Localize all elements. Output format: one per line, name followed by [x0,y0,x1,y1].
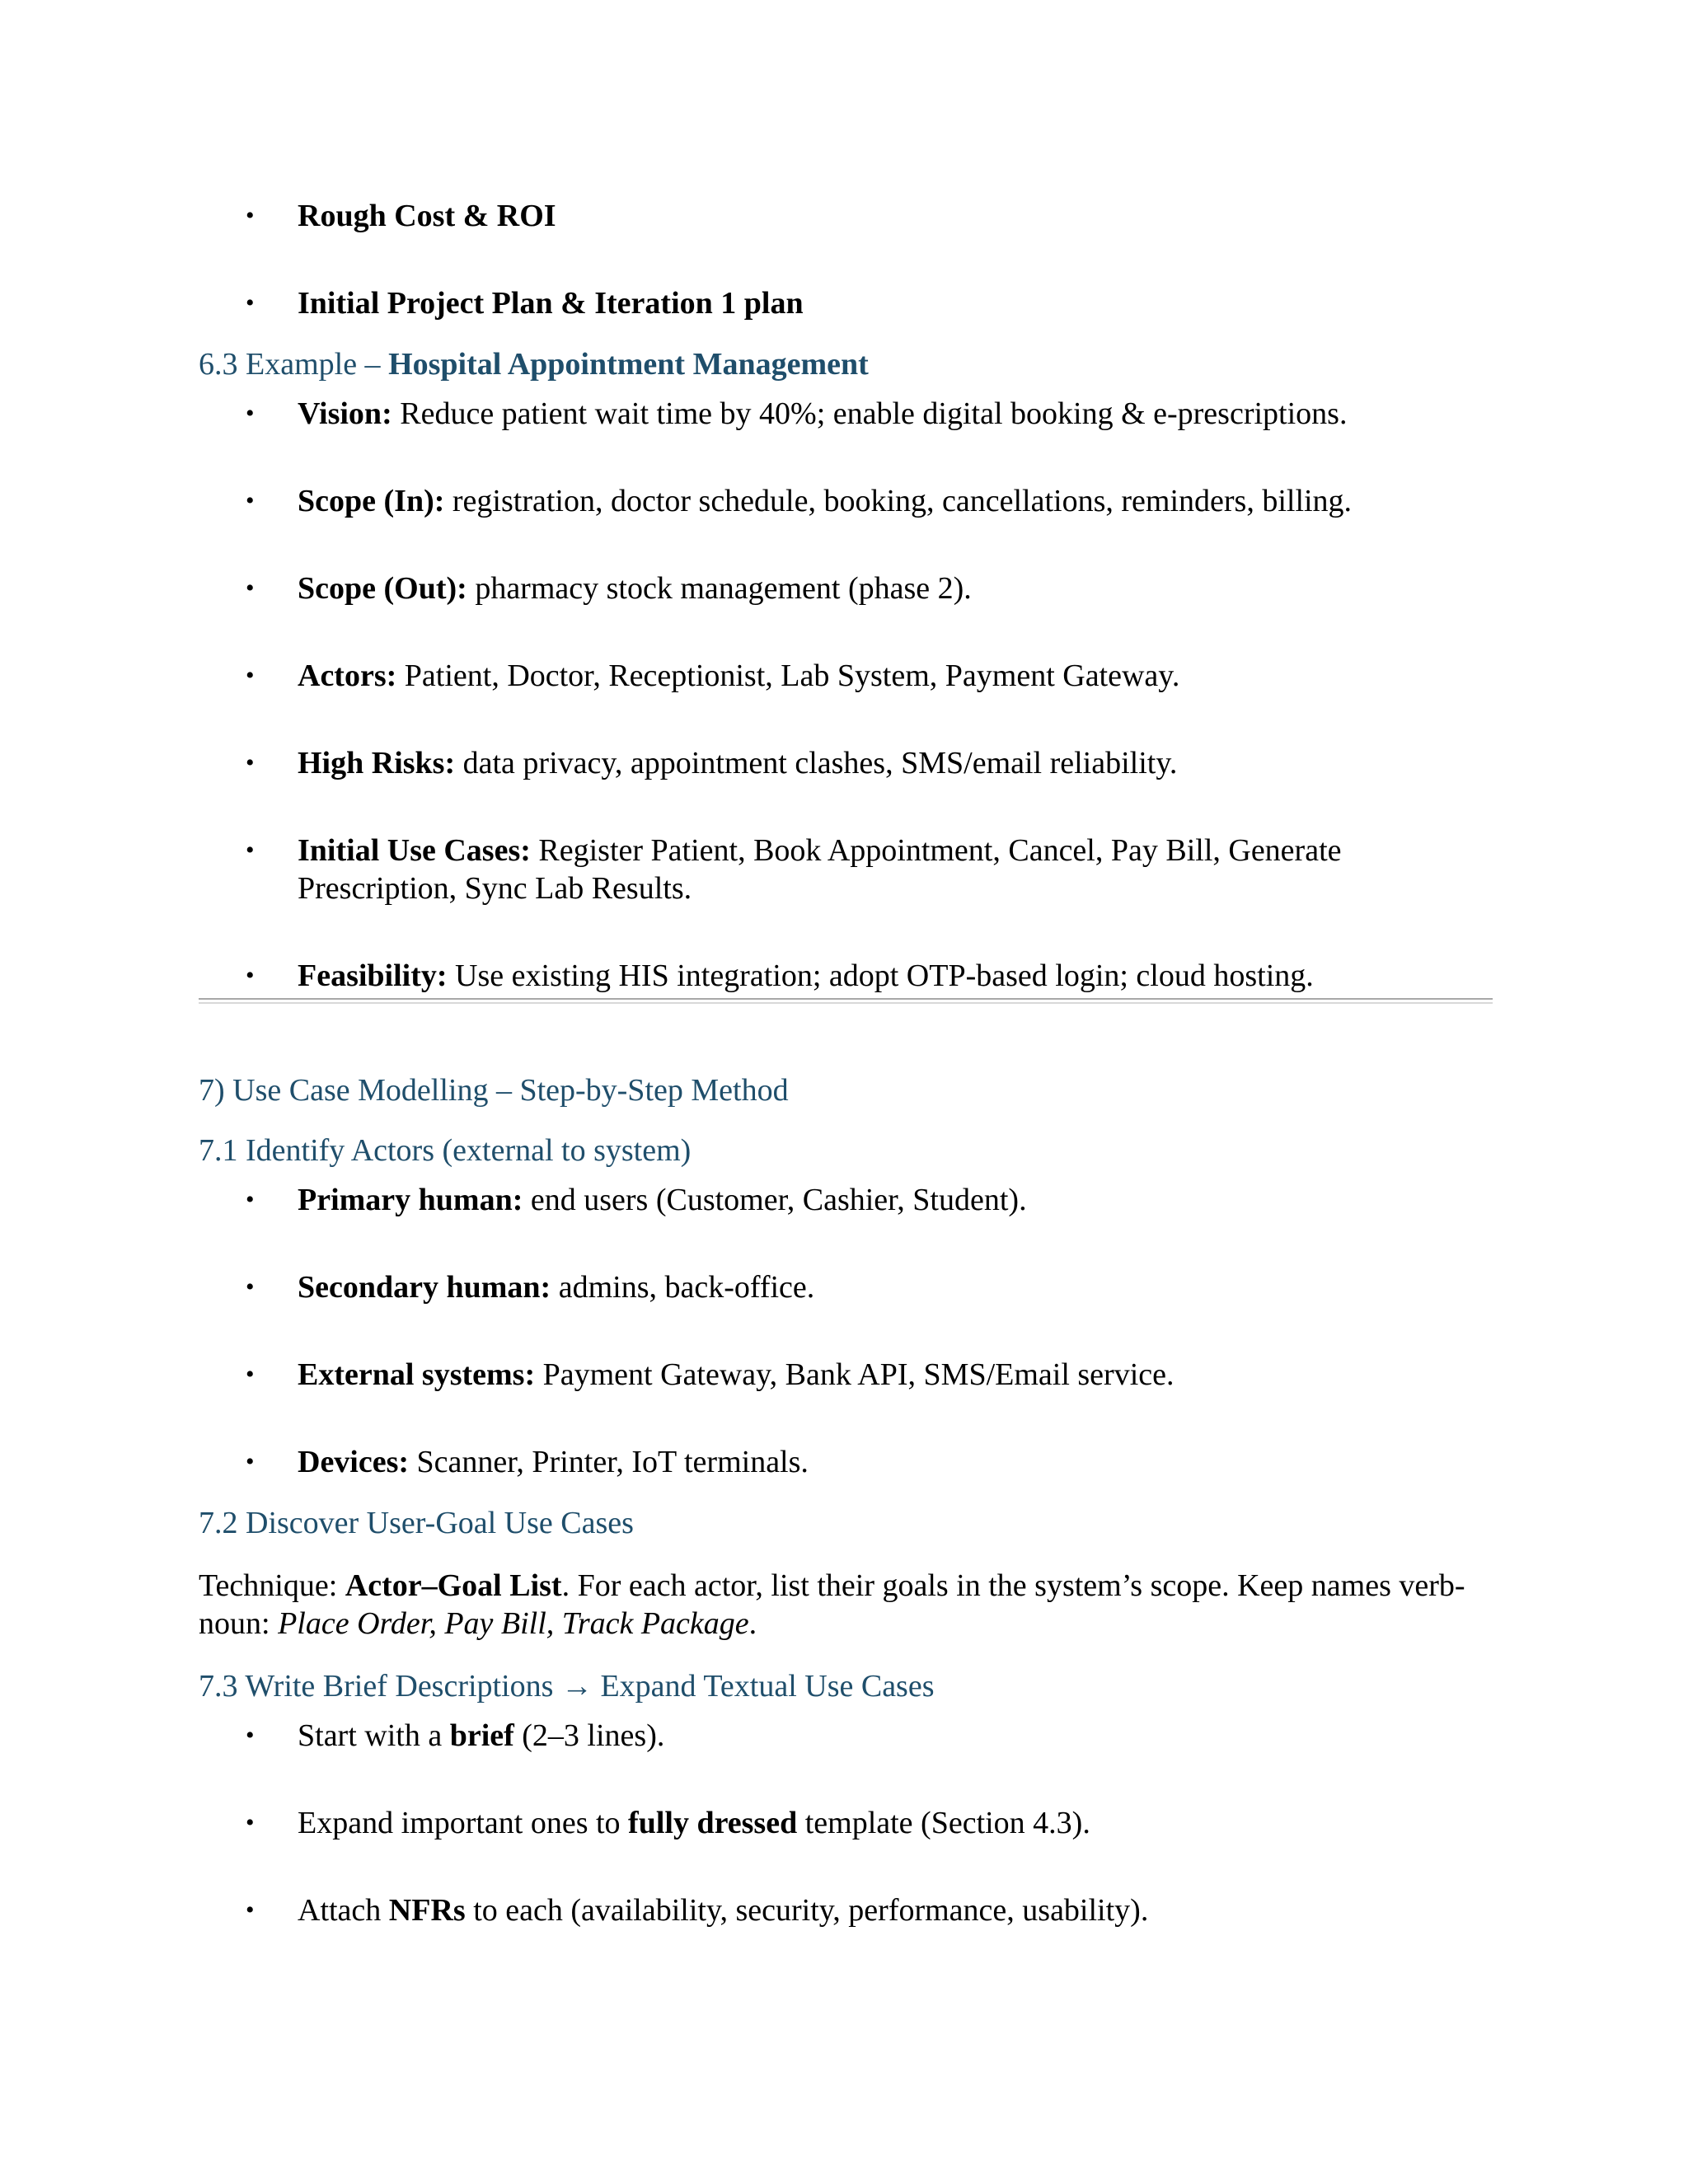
bullet-icon: • [246,1722,255,1749]
item-text: registration, doctor schedule, booking, cancellations, reminders, billing. [444,484,1353,518]
para-text: . For each actor, list their goals in the system’s scope. Keep names verb-noun: [199,1568,1465,1641]
item-label: High Risks: [298,746,456,780]
item-text: Attach [298,1893,389,1928]
heading-prefix: 6.3 Example – [199,347,389,382]
section-heading-7-3: 7.3 Write Brief Descriptions → Expand Textual Use Cases [199,1669,935,1704]
item-label: Actors: [298,658,397,693]
item-text: to each (availability, security, performance, usability). [465,1893,1149,1928]
item-text: data privacy, appointment clashes, SMS/email reliability. [455,746,1178,780]
item-text: Start with a [298,1718,450,1753]
bullet-icon: • [246,1186,255,1213]
section-heading-7-1: 7.1 Identify Actors (external to system) [199,1133,692,1168]
section-heading-7: 7) Use Case Modelling – Step-by-Step Method [199,1073,789,1108]
item-bold: Rough Cost & ROI [298,199,556,233]
item-text: Register Patient, Book Appointment, Cancel, Pay Bill, Generate Prescription, Sync Lab Results. [298,833,1342,906]
bullet-icon: • [246,1448,255,1475]
item-label: Scope (Out): [298,571,467,606]
item-bold: Initial Project Plan & Iteration 1 plan [298,286,804,321]
bullet-icon: • [246,400,255,427]
item-bold: fully dressed [628,1806,798,1840]
item-text: admins, back-office. [551,1270,815,1305]
item-text: Scanner, Printer, IoT terminals. [409,1445,809,1479]
item-label: Feasibility: [298,958,448,993]
item-text: (2–3 lines). [513,1718,665,1753]
bullet-icon: • [246,289,255,316]
item-label: External systems: [298,1357,536,1392]
bullet-icon: • [246,749,255,776]
item-label: Secondary human: [298,1270,551,1305]
item-text: Reduce patient wait time by 40%; enable digital booking & e-prescriptions. [392,396,1348,431]
bullet-icon: • [246,662,255,689]
section-heading-6-3 [199,345,869,383]
bullet-icon: • [246,1273,255,1301]
para-text: Technique: [199,1568,345,1603]
item-label: Devices: [298,1445,410,1479]
bullet-icon: • [246,202,255,229]
item-text: template (Section 4.3). [797,1806,1090,1840]
horizontal-rule [199,998,1493,1004]
para-bold: Actor–Goal List [345,1568,562,1603]
item-text: Payment Gateway, Bank API, SMS/Email service. [535,1357,1175,1392]
item-bold: brief [449,1718,514,1753]
bullet-icon: • [246,574,255,602]
bullet-icon: • [246,962,255,989]
item-text: Use existing HIS integration; adopt OTP-based login; cloud hosting. [447,958,1314,993]
section-heading-7-2: 7.2 Discover User-Goal Use Cases [199,1506,634,1540]
item-bold: NFRs [388,1893,466,1928]
item-label: Vision: [298,396,392,431]
para-text: . [748,1606,757,1641]
bullet-icon: • [246,837,255,864]
item-text: Expand important ones to [298,1806,629,1840]
paragraph [199,1567,1493,1643]
item-text: pharmacy stock management (phase 2). [467,571,972,606]
item-text: end users (Customer, Cashier, Student). [523,1183,1027,1217]
bullet-icon: • [246,1361,255,1388]
item-label: Primary human: [298,1183,523,1217]
bullet-icon: • [246,1809,255,1836]
item-label: Scope (In): [298,484,445,518]
para-italic: Place Order, Pay Bill, Track Package [278,1606,749,1641]
bullet-icon: • [246,487,255,514]
bullet-icon: • [246,1896,255,1924]
item-text: Patient, Doctor, Receptionist, Lab System, Payment Gateway. [396,658,1180,693]
item-label: Initial Use Cases: [298,833,531,868]
heading-bold: Hospital Appointment Management [388,347,869,382]
